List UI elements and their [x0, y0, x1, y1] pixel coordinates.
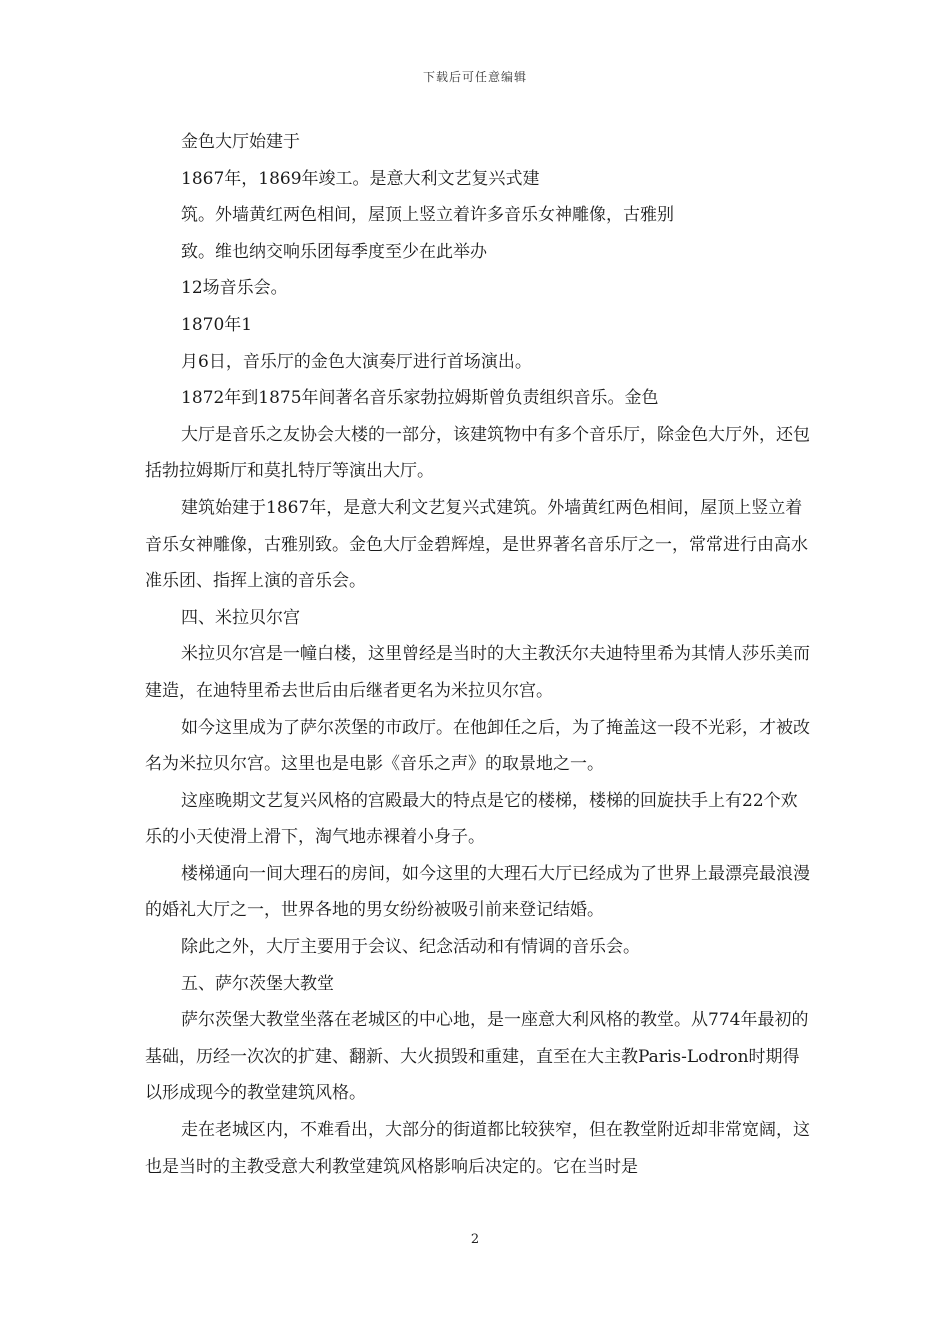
paragraph: 大厅是音乐之友协会大楼的一部分，该建筑物中有多个音乐厅，除金色大厅外，还包括勃拉姆斯厅和莫扎特厅等演出大厅。	[145, 424, 810, 482]
paragraph: 建筑始建于1867年，是意大利文艺复兴式建筑。外墙黄红两色相间，屋顶上竖立着音乐女神雕像，古雅别致。金色大厅金碧辉煌，是世界著名音乐厅之一，常常进行由高水准乐团、指挥上演的音乐会。	[145, 497, 808, 592]
paragraph: 走在老城区内，不难看出，大部分的街道都比较狭窄，但在教堂附近却非常宽阔，这也是当时的主教受意大利教堂建筑风格影响后决定的。它在当时是	[145, 1120, 810, 1177]
document-body	[145, 124, 813, 1185]
paragraph: 这座晚期文艺复兴风格的宫殿最大的特点是它的楼梯，楼梯的回旋扶手上有22个欢乐的小天使滑上滑下，淘气地赤裸着小身子。	[145, 790, 798, 848]
page-header: 下载后可任意编辑	[422, 70, 527, 84]
paragraph: 如今这里成为了萨尔茨堡的市政厅。在他卸任之后，为了掩盖这一段不光彩，才被改名为米拉贝尔宫。这里也是电影《音乐之声》的取景地之一。	[145, 717, 810, 775]
section-heading: 四、米拉贝尔宫	[181, 607, 300, 628]
paragraph: 1867年，1869年竣工。是意大利文艺复兴式建	[181, 168, 540, 189]
section-heading: 五、萨尔茨堡大教堂	[181, 973, 334, 994]
paragraph: 萨尔茨堡大教堂坐落在老城区的中心地，是一座意大利风格的教堂。从774年最初的基础，历经一次次的扩建、翻新、大火损毁和重建，直至在大主教Paris-Lodron时期得以形成现今的教堂建筑风格。	[145, 1010, 809, 1104]
paragraph: 致。维也纳交响乐团每季度至少在此举办	[181, 241, 487, 262]
paragraph: 12场音乐会。	[181, 278, 288, 299]
paragraph: 筑。外墙黄红两色相间，屋顶上竖立着许多音乐女神雕像，古雅别	[181, 205, 674, 226]
paragraph: 楼梯通向一间大理石的房间，如今这里的大理石大厅已经成为了世界上最漂亮最浪漫的婚礼大厅之一，世界各地的男女纷纷被吸引前来登记结婚。	[145, 863, 810, 921]
paragraph: 1872年到1875年间著名音乐家勃拉姆斯曾负责组织音乐。金色	[181, 388, 659, 409]
paragraph: 除此之外，大厅主要用于会议、纪念活动和有情调的音乐会。	[181, 937, 640, 958]
paragraph: 1870年1	[181, 314, 253, 335]
paragraph: 米拉贝尔宫是一幢白楼，这里曾经是当时的大主教沃尔夫迪特里希为其情人莎乐美而建造，在迪特里希去世后由后继者更名为米拉贝尔宫。	[145, 644, 810, 701]
paragraph: 月6日，音乐厅的金色大演奏厅进行首场演出。	[181, 351, 532, 372]
paragraph: 金色大厅始建于	[181, 132, 300, 152]
page-number: 2	[470, 1232, 480, 1247]
